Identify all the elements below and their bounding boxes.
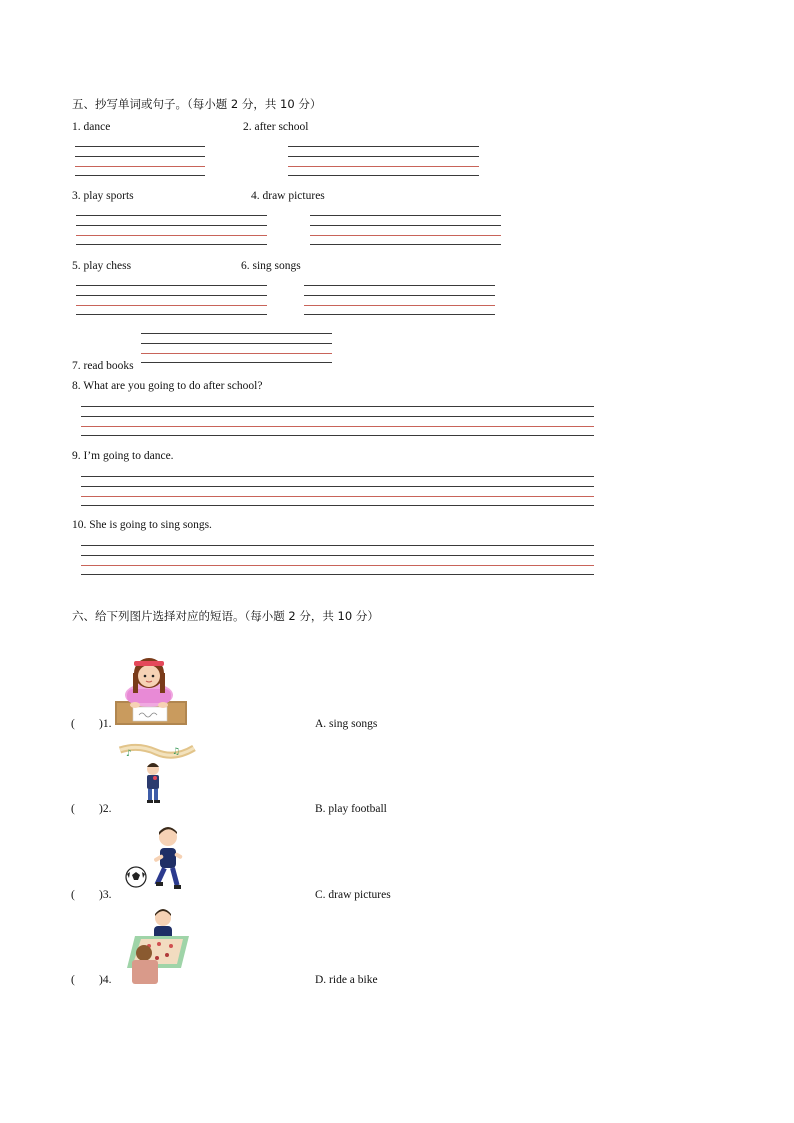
option-a: A. sing songs	[315, 718, 378, 730]
item-7-label: 7. read books	[72, 360, 134, 372]
item-4-writing-lines[interactable]	[310, 215, 501, 247]
option-b: B. play football	[315, 803, 387, 815]
item-9-writing-lines[interactable]	[81, 476, 594, 508]
q4-open-paren: (	[71, 974, 75, 986]
q2-open-paren: (	[71, 803, 75, 815]
item-6-label: 6. sing songs	[241, 260, 301, 272]
item-3-writing-lines[interactable]	[76, 215, 267, 247]
item-2-writing-lines[interactable]	[288, 146, 479, 178]
item-1-writing-lines[interactable]	[75, 146, 205, 178]
section-five-heading: 五、抄写单词或句子。（每小题 2 分，共 10 分）	[72, 97, 322, 111]
item-8-writing-lines[interactable]	[81, 406, 594, 438]
item-1-label: 1. dance	[72, 121, 111, 133]
item-5-writing-lines[interactable]	[76, 285, 267, 317]
item-7-writing-lines[interactable]	[141, 333, 332, 365]
item-10-label: 10. She is going to sing songs.	[72, 519, 212, 531]
q2-answer-blank[interactable]: )2.	[99, 803, 112, 815]
item-8-label: 8. What are you going to do after school?	[72, 380, 263, 392]
section-six-heading: 六、给下列图片选择对应的短语。（每小题 2 分，共 10 分）	[72, 609, 379, 623]
q1-open-paren: (	[71, 718, 75, 730]
item-4-label: 4. draw pictures	[251, 190, 325, 202]
q3-answer-blank[interactable]: )3.	[99, 889, 112, 901]
girl-drawing-picture	[113, 653, 189, 727]
item-10-writing-lines[interactable]	[81, 545, 594, 577]
item-3-label: 3. play sports	[72, 190, 134, 202]
item-2-label: 2. after school	[243, 121, 309, 133]
boy-singing-picture	[118, 742, 196, 806]
kids-chess-picture	[125, 908, 191, 986]
svg-text:♫: ♫	[172, 747, 181, 757]
boy-football-picture	[124, 824, 188, 894]
item-5-label: 5. play chess	[72, 260, 132, 272]
option-c: C. draw pictures	[315, 889, 391, 901]
q3-open-paren: (	[71, 889, 75, 901]
option-d: D. ride a bike	[315, 974, 378, 986]
item-6-writing-lines[interactable]	[304, 285, 495, 317]
q4-answer-blank[interactable]: )4.	[99, 974, 112, 986]
svg-text:♪: ♪	[126, 749, 132, 759]
q1-answer-blank[interactable]: )1.	[99, 718, 112, 730]
item-9-label: 9. I’m going to dance.	[72, 450, 174, 462]
